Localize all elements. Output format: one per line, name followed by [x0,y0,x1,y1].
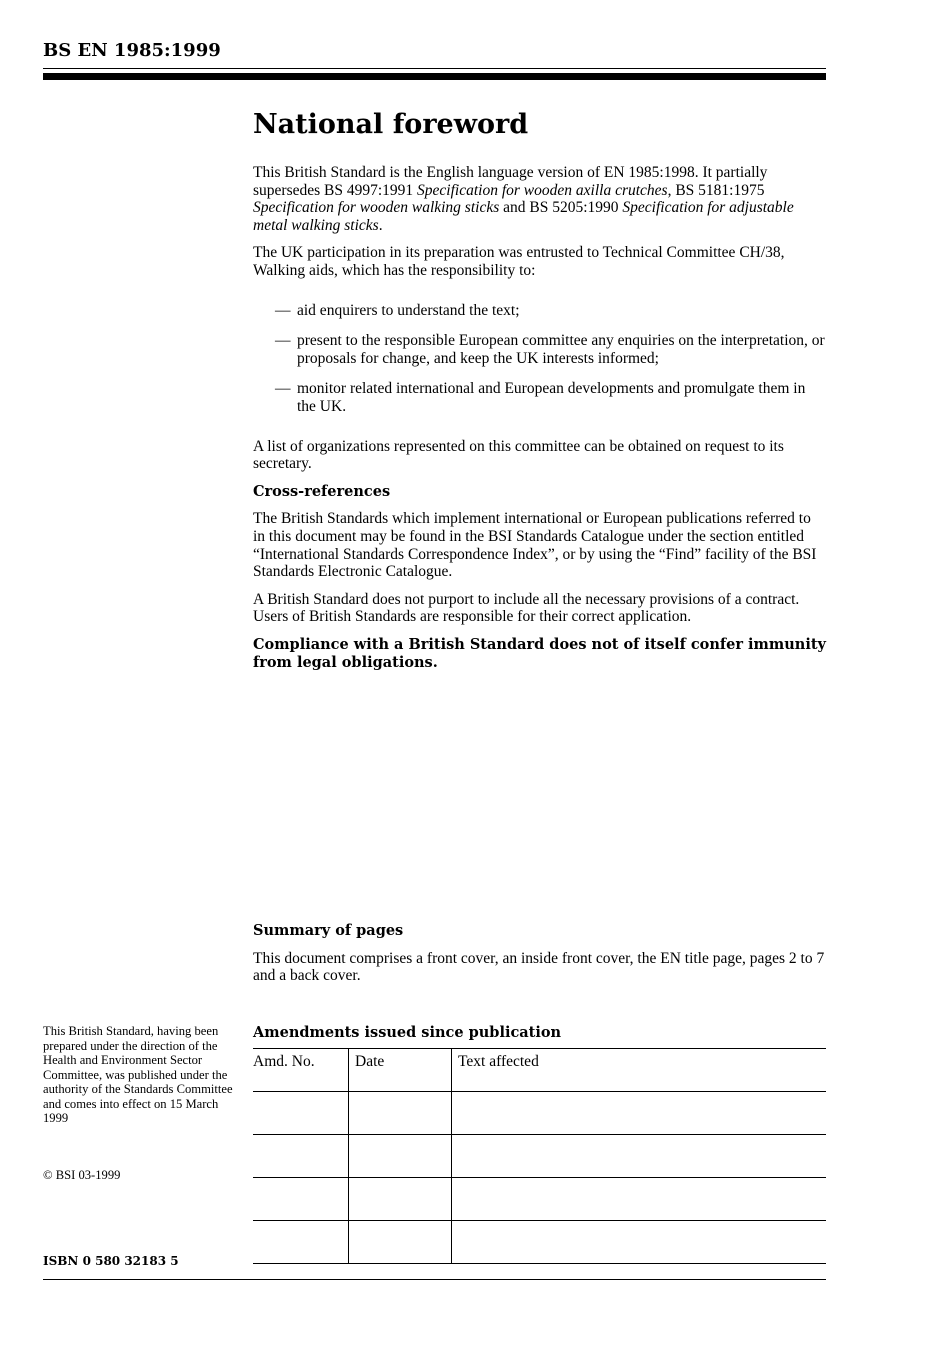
responsibility-list [253,302,826,416]
footer-rule [43,1279,826,1280]
table-cell [452,1178,827,1221]
summary-section [253,922,826,995]
table-row [253,1092,826,1135]
table-cell [349,1221,452,1264]
intro-text-2: , BS 5181:1975 [667,181,765,199]
list-item-text: present to the responsible European committee any enquiries on the interpretation, or proposals for change, and keep the UK interests informed; [297,332,825,367]
table-cell [253,1178,349,1221]
document-code: BS EN 1985:1999 [43,40,221,61]
summary-heading: Summary of pages [253,922,404,939]
table-cell [253,1221,349,1264]
table-cell [253,1092,349,1135]
table-header-row [253,1049,826,1092]
table-cell [452,1221,827,1264]
intro-text-3: and BS 5205:1990 [499,199,623,217]
amendments-heading: Amendments issued since publication [253,1024,562,1041]
header-rule-thick [43,73,826,80]
dash-marker: — [275,332,291,350]
page-title: National foreword [253,109,529,140]
table-cell [452,1092,827,1135]
intro-italic-1: Specification for wooden axilla crutches [417,181,668,199]
intro-paragraph [253,164,826,234]
summary-text: This document comprises a front cover, an inside front cover, the EN title page, pages 2 to 7 and a back cover. [253,949,825,985]
list-item-text: aid enquirers to understand the text; [297,301,520,319]
intro-italic-2: Specification for wooden walking sticks [253,199,500,217]
copyright-notice: © BSI 03-1999 [43,1168,121,1182]
table-row [253,1221,826,1264]
column-header-text-affected [452,1049,827,1092]
table-cell [349,1135,452,1178]
amendments-table [253,1048,826,1264]
list-item [253,380,826,415]
column-header-label: Amd. No. [253,1053,315,1070]
list-item [253,332,826,367]
provisions-paragraph: A British Standard does not purport to include all the necessary provisions of a contract. Users of British Standards are responsible for their correct application. [253,590,800,626]
list-item [253,302,826,320]
table-cell [349,1178,452,1221]
table-cell [253,1135,349,1178]
column-header-label: Date [355,1053,385,1070]
foreword-body [253,108,826,672]
cross-references-heading: Cross-references [253,482,391,500]
column-header-label: Text affected [458,1053,539,1070]
dash-marker: — [275,380,291,398]
dash-marker: — [275,301,291,319]
table-row [253,1178,826,1221]
publication-note: This British Standard, having been prepared under the direction of the Health and Environment Sector Committee, was published under the authority of the Standards Committee and comes into effect on 15 March 1999 [43,1024,233,1125]
participation-paragraph: The UK participation in its preparation was entrusted to Technical Committee CH/38, Walking aids, which has the responsibility to: [253,244,785,279]
cross-references-paragraph: The British Standards which implement international or European publications referred to in this document may be found in the BSI Standards Catalogue under the section entitled “International Standards Correspondence Index”, or by using the “Find” facility of the BSI Standards Electronic Catalogue. [253,510,817,581]
compliance-statement: Compliance with a British Standard does not of itself confer immunity from legal obligations. [253,635,826,671]
isbn-number: ISBN 0 580 32183 5 [43,1254,179,1268]
column-header-date [349,1049,452,1092]
table-cell [349,1092,452,1135]
intro-italic-3: Specification for adjustable metal walking sticks [253,199,794,234]
intro-text-1: This British Standard is the English language version of EN 1985:1998. It partially supersedes BS 4997:1991 [253,164,768,199]
header-rule-thin [43,68,826,69]
table-row [253,1135,826,1178]
intro-text-4: . [378,216,383,234]
list-item-text: monitor related international and European developments and promulgate them in the UK. [297,380,806,415]
column-header-amd-no [253,1049,349,1092]
table-cell [452,1135,827,1178]
organizations-paragraph: A list of organizations represented on this committee can be obtained on request to its secretary. [253,437,784,473]
